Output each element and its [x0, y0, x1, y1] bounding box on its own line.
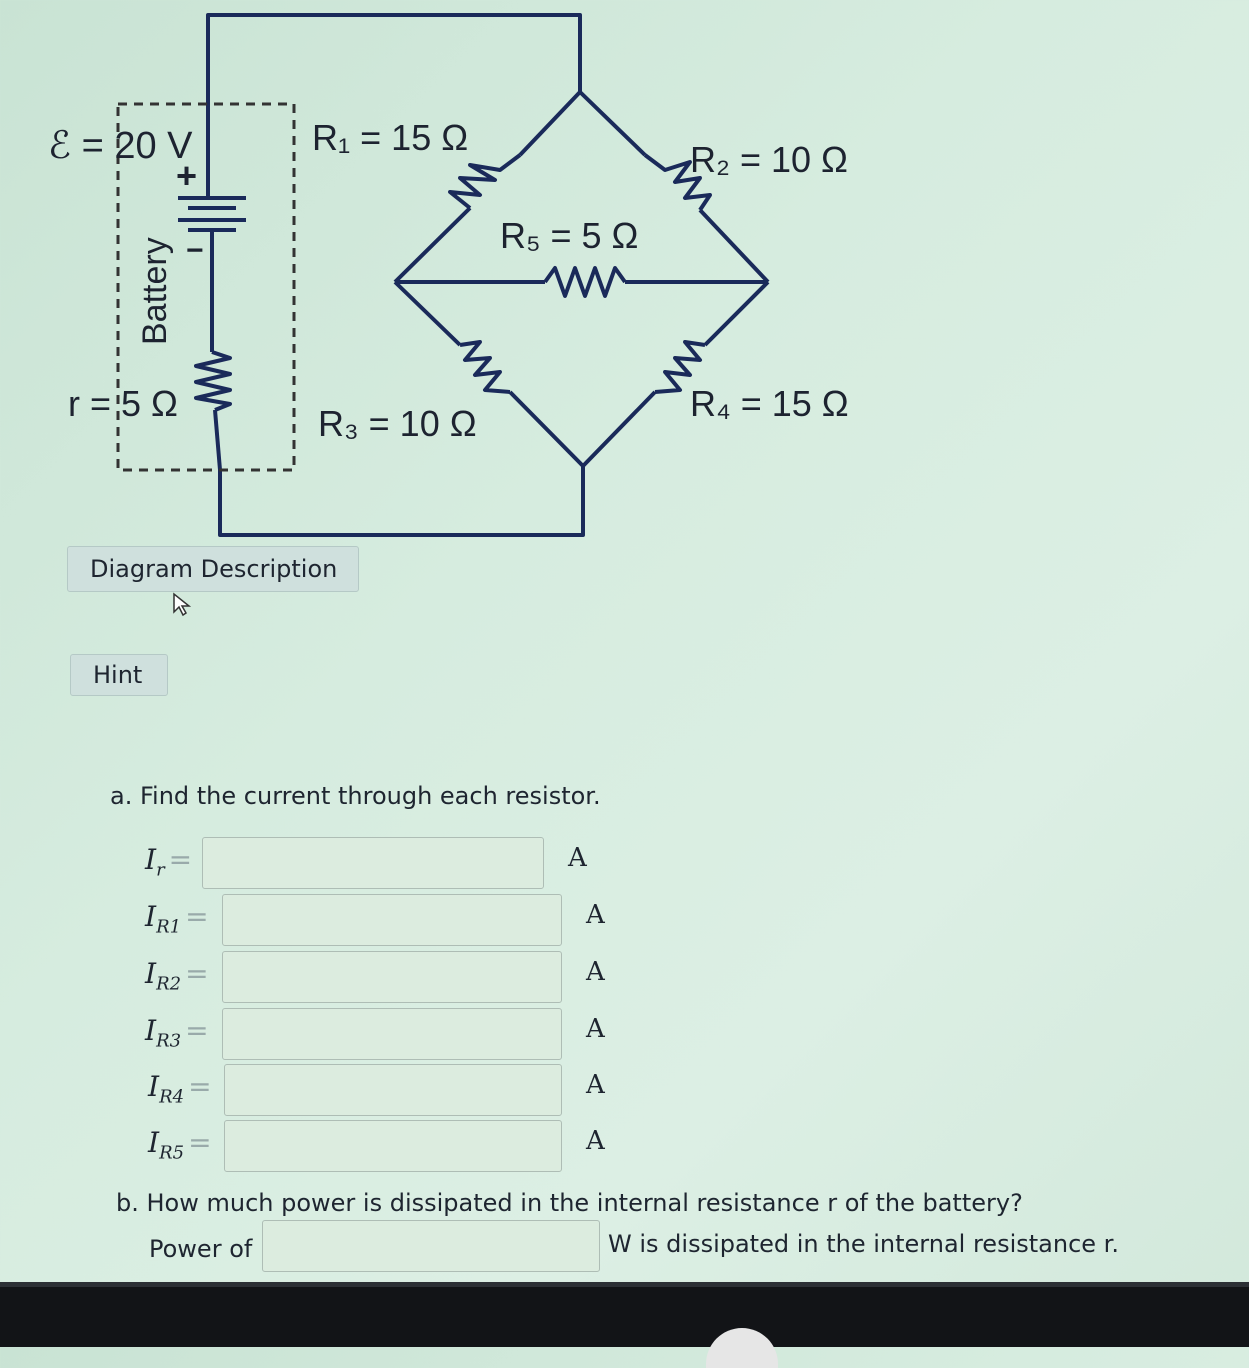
battery-label: Battery [136, 237, 174, 345]
emf-label: ℰ = 20 V [48, 125, 193, 167]
taskbar [0, 1287, 1249, 1347]
power-input[interactable] [262, 1220, 600, 1272]
current-input-r4[interactable] [224, 1064, 562, 1116]
unit-label: A [586, 957, 605, 987]
r4-label: R₄ = 15 Ω [690, 383, 849, 424]
resistor-r1 [450, 155, 520, 208]
circuit-diagram [0, 0, 1249, 540]
current-input-r3[interactable] [222, 1008, 562, 1060]
wire-r2-right [700, 210, 768, 282]
wire-r3 [395, 282, 460, 345]
current-input-r[interactable] [202, 837, 544, 889]
hint-label: Hint [93, 661, 143, 689]
wire-r3-bottom [510, 392, 583, 466]
internal-resistor [196, 352, 230, 410]
unit-label: A [568, 843, 587, 873]
current-label-r1: $I_{R1}$ = [145, 900, 209, 938]
unit-label: A [586, 1126, 605, 1156]
resistor-r5 [545, 268, 625, 296]
r2-label: R₂ = 10 Ω [690, 139, 848, 180]
current-input-r5[interactable] [224, 1120, 562, 1172]
r-label: r = 5 Ω [68, 383, 178, 424]
part-a-prompt: a. Find the current through each resistor. [110, 782, 601, 810]
current-label-r2: $I_{R2}$ = [145, 957, 209, 995]
power-prefix: Power of [149, 1235, 253, 1263]
hint-button[interactable] [70, 654, 168, 696]
current-input-r1[interactable] [222, 894, 562, 946]
unit-label: A [586, 1014, 605, 1044]
wire-r1-left [395, 208, 470, 282]
diagram-description-button[interactable] [67, 546, 359, 592]
current-label-r5: $I_{R5}$ = [148, 1126, 212, 1164]
plus-sign: + [176, 155, 198, 196]
diagram-description-label: Diagram Description [90, 555, 338, 583]
minus-sign: − [186, 234, 204, 267]
wire-r4-bottom [583, 392, 655, 466]
current-input-r2[interactable] [222, 951, 562, 1003]
part-b-prompt: b. How much power is dissipated in the internal resistance r of the battery? [116, 1189, 1023, 1217]
wire-battery-bottom [215, 410, 220, 470]
unit-label: A [586, 1070, 605, 1100]
current-label-r4: $I_{R4}$ = [148, 1070, 212, 1108]
current-label-r: $I_r$ = [145, 843, 193, 881]
r1-label: R₁ = 15 Ω [312, 117, 469, 158]
unit-label: A [586, 900, 605, 930]
resistor-r3 [460, 342, 510, 392]
current-label-r3: $I_{R3}$ = [145, 1014, 209, 1052]
wire-r4 [705, 282, 768, 345]
power-suffix: W is dissipated in the internal resistance r. [608, 1230, 1119, 1258]
wire-r2 [580, 92, 645, 155]
wire-r1 [520, 92, 580, 155]
mouse-pointer-icon [172, 592, 194, 618]
wire-bottom [220, 466, 583, 535]
r3-label: R₃ = 10 Ω [318, 403, 477, 444]
r5-label: R₅ = 5 Ω [500, 215, 639, 256]
